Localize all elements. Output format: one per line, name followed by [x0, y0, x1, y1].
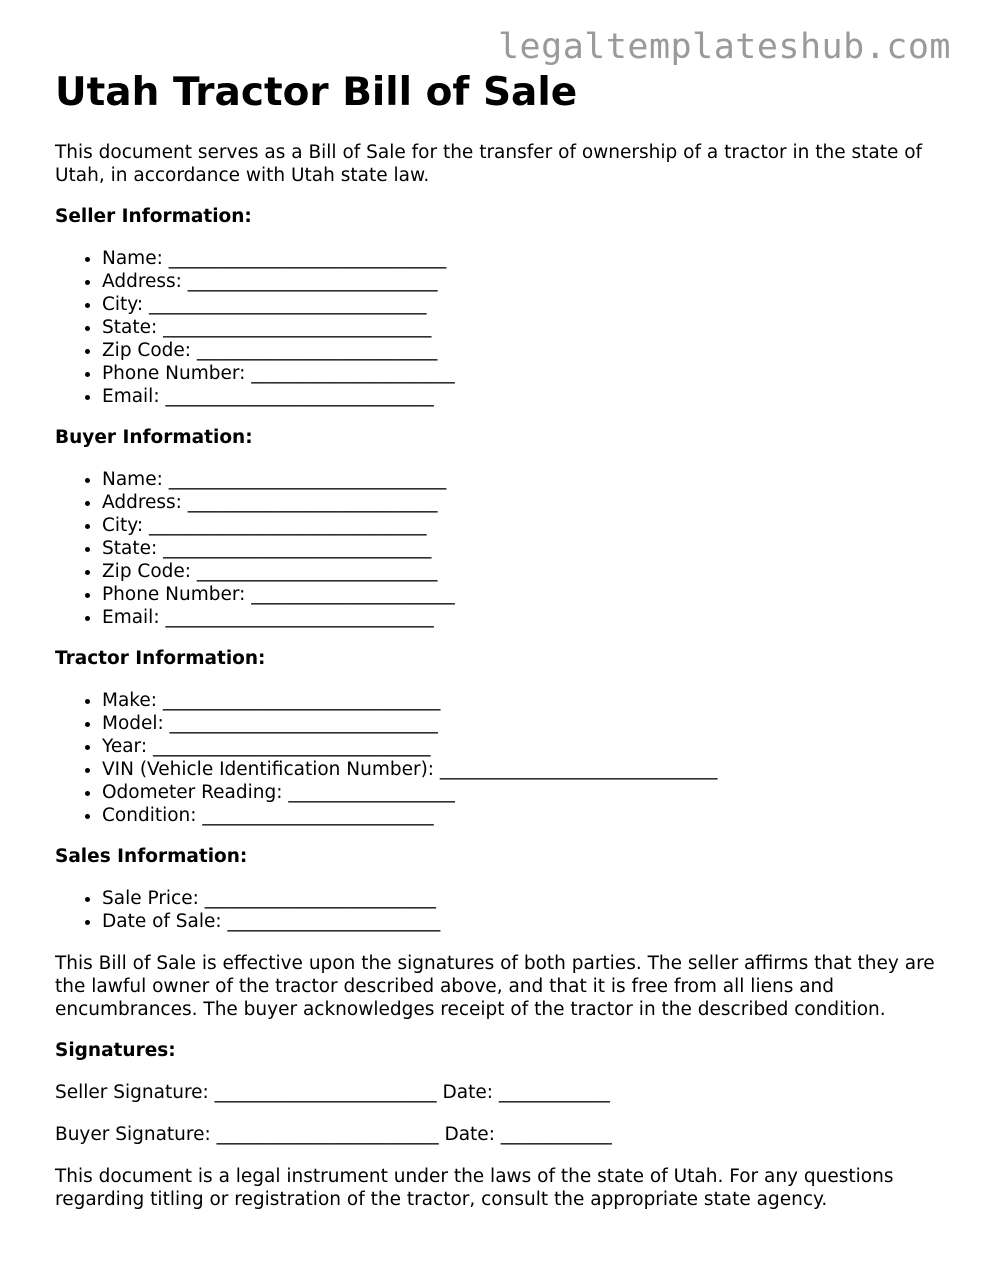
seller-phone-field: • Phone Number: ______________________	[102, 362, 935, 385]
seller-field-list	[55, 247, 935, 408]
intro-paragraph: This document serves as a Bill of Sale for the transfer of ownership of a tractor in the state of Utah, in accordance with Utah state law.	[55, 142, 923, 186]
signatures-heading: Signatures:	[55, 1040, 176, 1061]
buyer-address-field: • Address: ___________________________	[102, 491, 935, 514]
tractor-make-field: • Make: ______________________________	[102, 689, 935, 712]
buyer-state-field: • State: _____________________________	[102, 537, 935, 560]
tractor-model-field: • Model: _____________________________	[102, 712, 935, 735]
seller-address-field: • Address: ___________________________	[102, 270, 935, 293]
buyer-phone-field: • Phone Number: ______________________	[102, 583, 935, 606]
tractor-heading: Tractor Information:	[55, 648, 266, 669]
sales-heading: Sales Information:	[55, 846, 248, 867]
watermark: legaltemplateshub.com	[497, 27, 951, 67]
buyer-signature-line: Buyer Signature: ________________________ Date: ____________	[55, 1124, 612, 1145]
sale-price-field: • Sale Price: _________________________	[102, 887, 935, 910]
tractor-vin-field: • VIN (Vehicle Identification Number): ______________________________	[102, 758, 935, 781]
sale-date-field: • Date of Sale: _______________________	[102, 910, 935, 933]
buyer-name-field: • Name: ______________________________	[102, 468, 935, 491]
sales-field-list	[55, 887, 935, 933]
seller-city-field: • City: ______________________________	[102, 293, 935, 316]
tractor-field-list	[55, 689, 935, 827]
effective-paragraph: This Bill of Sale is effective upon the signatures of both parties. The seller affirms that they are the lawful owner of the tractor described above, and that it is free from all liens and encumbrances. The buyer acknowledges receipt of the tractor in the described condition.	[55, 953, 935, 1020]
seller-state-field: • State: _____________________________	[102, 316, 935, 339]
buyer-field-list	[55, 468, 935, 629]
tractor-year-field: • Year: ______________________________	[102, 735, 935, 758]
tractor-odometer-field: • Odometer Reading: __________________	[102, 781, 935, 804]
seller-zip-field: • Zip Code: __________________________	[102, 339, 935, 362]
document-body	[55, 70, 935, 1211]
seller-name-field: • Name: ______________________________	[102, 247, 935, 270]
buyer-heading: Buyer Information:	[55, 427, 253, 448]
seller-email-field: • Email: _____________________________	[102, 385, 935, 408]
buyer-zip-field: • Zip Code: __________________________	[102, 560, 935, 583]
buyer-email-field: • Email: _____________________________	[102, 606, 935, 629]
seller-heading: Seller Information:	[55, 206, 252, 227]
seller-signature-line: Seller Signature: ________________________ Date: ____________	[55, 1082, 610, 1103]
document-title: Utah Tractor Bill of Sale	[55, 70, 578, 115]
closing-paragraph: This document is a legal instrument under the laws of the state of Utah. For any questions regarding titling or registration of the tractor, consult the appropriate state agency.	[55, 1166, 894, 1210]
buyer-city-field: • City: ______________________________	[102, 514, 935, 537]
tractor-condition-field: • Condition: _________________________	[102, 804, 935, 827]
